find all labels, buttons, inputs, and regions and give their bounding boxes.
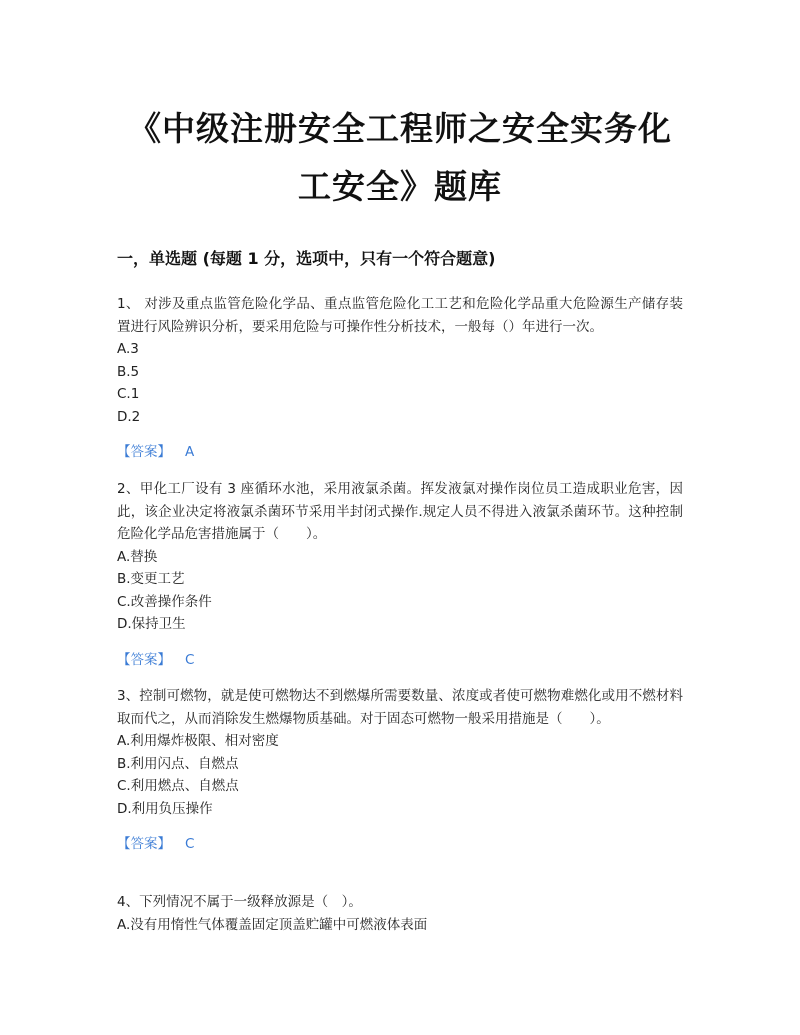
document-title <box>117 100 683 216</box>
answer-label: 【答案】 <box>117 836 171 852</box>
answer-value: C <box>185 651 195 668</box>
title-line-2: 工安全》题库 <box>298 167 502 206</box>
option-c: C.利用燃点、自燃点 <box>117 778 239 794</box>
option-b: B.利用闪点、自燃点 <box>117 755 239 772</box>
option-b: B.变更工艺 <box>117 571 185 587</box>
question-text: 3、控制可燃物，就是使可燃物达不到燃爆所需要数量、浓度或者使可燃物难燃化或用不燃材料取而代之，从而消除发生燃爆物质基础。对于固态可燃物一般采用措施是（ ）。 <box>117 688 683 727</box>
title-line-1: 《中级注册安全工程师之安全实务化 <box>128 109 672 148</box>
option-a: A.没有用惰性气体覆盖固定顶盖贮罐中可燃液体表面 <box>117 916 428 933</box>
answer-label: 【答案】 <box>117 651 171 668</box>
option-c: C.改善操作条件 <box>117 593 212 610</box>
question-3 <box>117 685 683 855</box>
answer-value: A <box>185 444 195 460</box>
option-a: A.替换 <box>117 548 158 565</box>
question-2 <box>117 478 683 671</box>
option-a: A.3 <box>117 341 139 357</box>
question-4 <box>117 891 683 936</box>
answer-line <box>117 441 683 463</box>
section-heading: 一，单选题 (每题 1 分，选项中，只有一个符合题意) <box>117 249 496 268</box>
answer-line <box>117 833 683 855</box>
question-1 <box>117 293 683 463</box>
option-d: D.2 <box>117 408 141 425</box>
answer-value: C <box>185 836 195 852</box>
option-b: B.5 <box>117 363 140 380</box>
option-d: D.保持卫生 <box>117 616 186 632</box>
answer-line <box>117 649 683 671</box>
question-text: 4、下列情况不属于一级释放源是（ ）。 <box>117 894 362 910</box>
question-text: 2、甲化工厂设有 3 座循环水池，采用液氯杀菌。挥发液氯对操作岗位员工造成职业危害，因此，该企业决定将液氯杀菌环节采用半封闭式操作.规定人员不得进入液氯杀菌环节。这种控制危险化学品危害措施属于（ ）。 <box>117 481 683 542</box>
answer-label: 【答案】 <box>117 444 171 460</box>
option-c: C.1 <box>117 386 140 402</box>
option-a: A.利用爆炸极限、相对密度 <box>117 733 279 749</box>
question-text: 1、 对涉及重点监管危险化学品、重点监管危险化工工艺和危险化学品重大危险源生产储存装置进行风险辨识分析，要采用危险与可操作性分析技术，一般每（）年进行一次。 <box>117 296 683 335</box>
option-d: D.利用负压操作 <box>117 800 213 817</box>
